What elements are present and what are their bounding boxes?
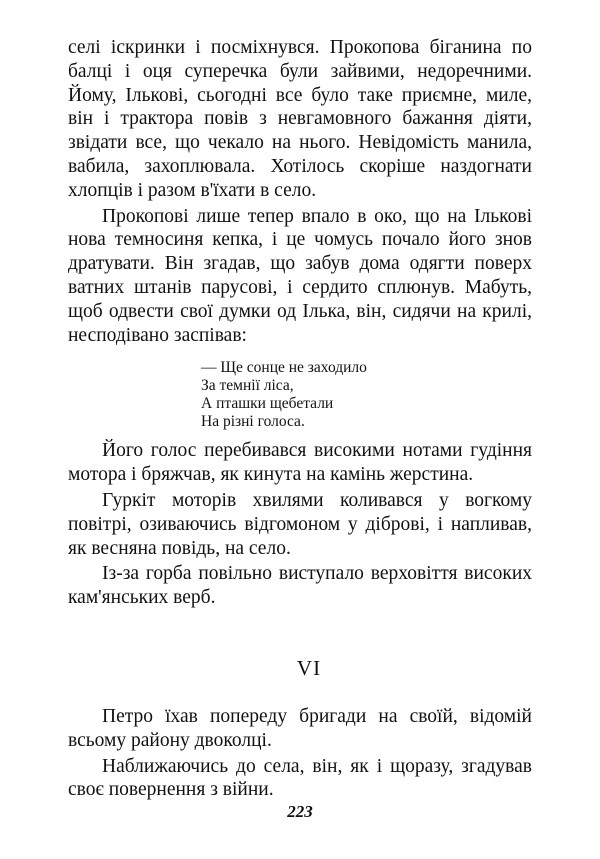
chapter-heading: VI	[296, 655, 322, 680]
book-page	[68, 36, 532, 802]
song-verse	[201, 359, 532, 431]
paragraph-petro: Петро їхав попереду бригади на своїй, відомій всьому району двоколці.	[68, 705, 532, 751]
paragraph-voice: Його голос перебивався високими нотами гудіння мотора і бряжчав, як кинута на камінь жерстина.	[68, 440, 532, 486]
paragraph-prokop: Прокопові лише тепер впало в око, що на Ількові нова темносиня кепка, і це чомусь почало його знов дратувати. Він згадав, що забув дома одягти поверх ватних штанів парусові, і сердито сплюнув. Мабуть, щоб одвести свої думки од Ілька, він, сидячи на крилі, несподівано заспівав:	[68, 205, 532, 346]
verse-line: А пташки щебетали	[201, 395, 334, 413]
paragraph-return: Наближаючись до села, він, як і щоразу, згадував своє повернення з війни.	[68, 755, 532, 801]
page-number: 223	[287, 802, 313, 821]
paragraph-motors: Гуркіт моторів хвилями коливався у вогкому повітрі, озиваючись відгомоном у діброві, і напливав, як весняна повідь, на село.	[68, 489, 532, 559]
verse-line: За темнії ліса,	[201, 377, 294, 395]
verse-line: На різні голоса.	[201, 413, 305, 431]
paragraph-willows: Із-за горба повільно виступало верховіття високих кам'янських верб.	[68, 563, 532, 609]
paragraph-continued: селі іскринки і посміхнувся. Прокопова біганина по балці і оця суперечка були зайвими, недоречними. Йому, Ількові, сьогодні все було таке приємне, миле, він і трактора повів з невгамовного бажання діяти, звідати все, що чекало на нього. Невідомість манила, вабила, захоплювала. Хотілось скоріше наздогнати хлопців і разом в'їхати в село.	[68, 37, 532, 201]
verse-line: — Ще сонце не заходило	[201, 359, 367, 377]
